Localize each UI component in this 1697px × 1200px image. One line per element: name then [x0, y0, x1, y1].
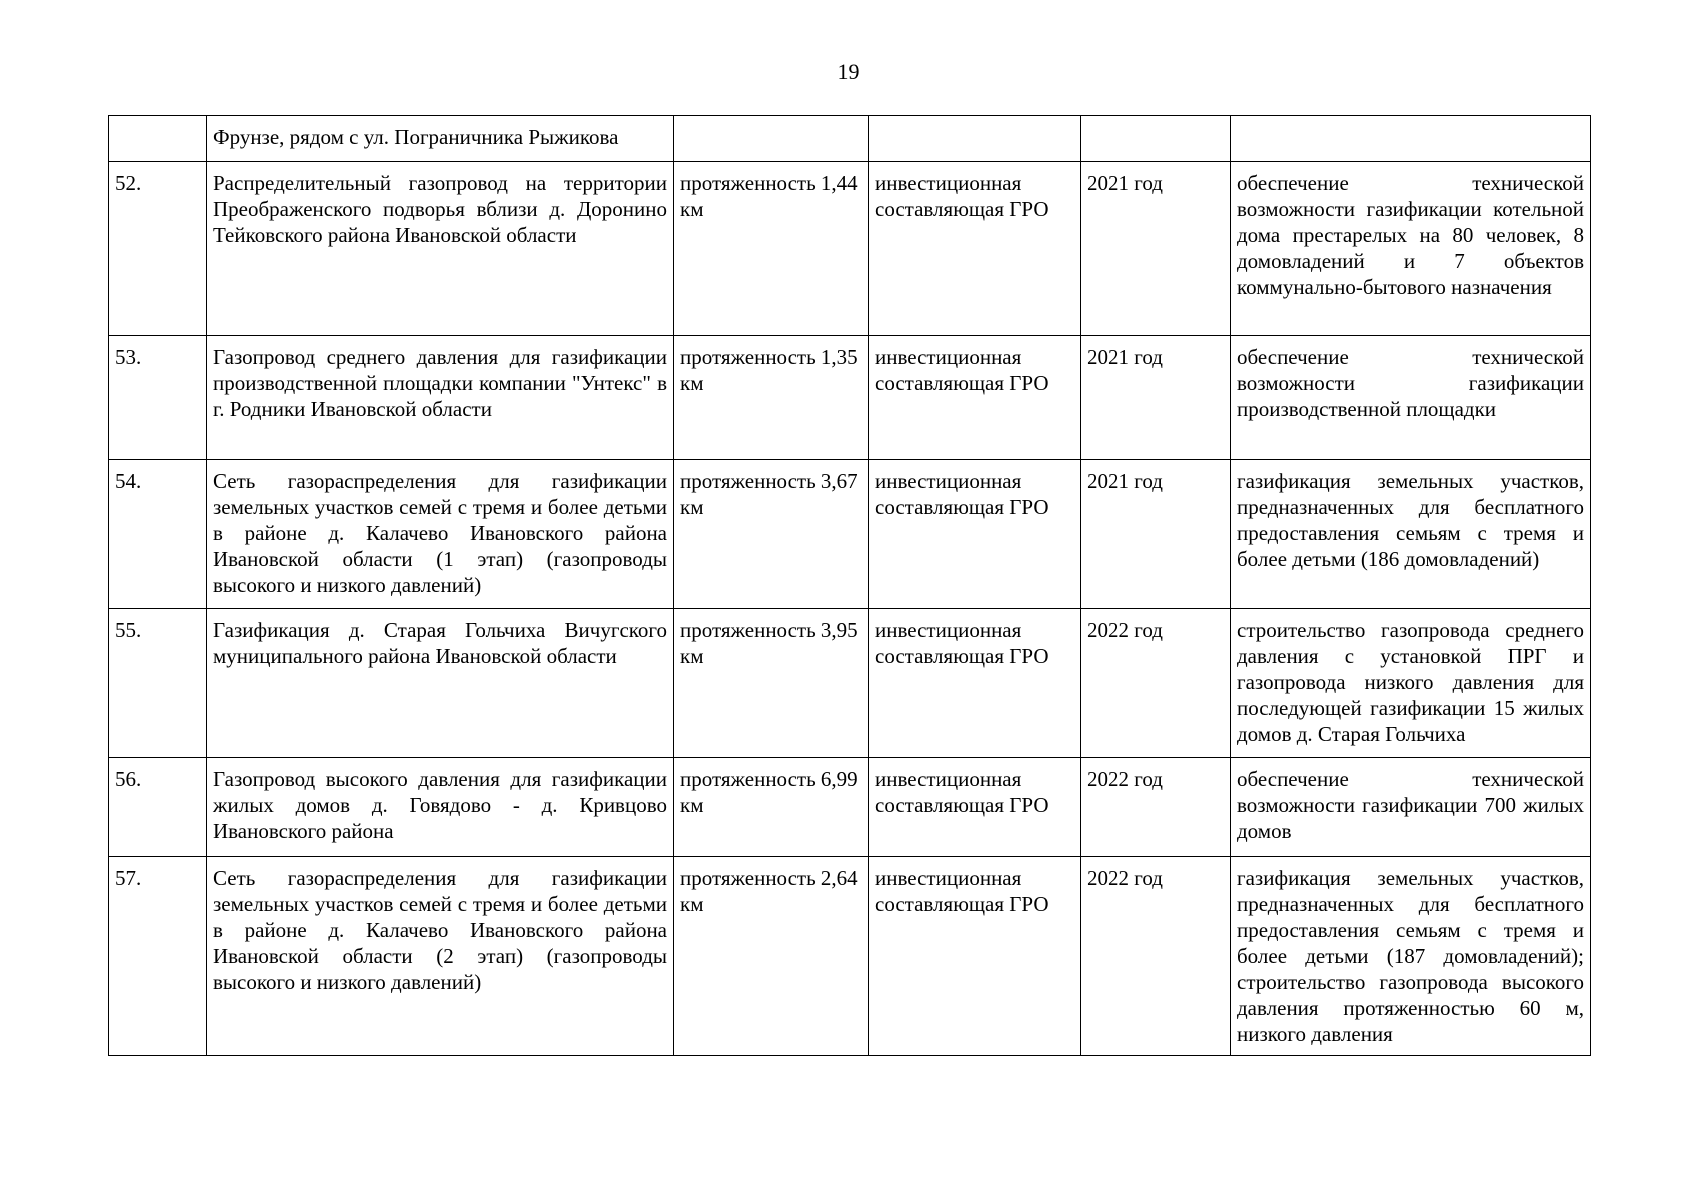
- year-cell: 2022 год: [1081, 758, 1231, 857]
- length-cell: протяженность 1,35 км: [674, 336, 869, 460]
- table-row: [109, 116, 1591, 162]
- length-cell: протяженность 3,95 км: [674, 609, 869, 758]
- length-cell: [674, 116, 869, 162]
- year-cell: 2021 год: [1081, 460, 1231, 609]
- purpose-cell: газификация земельных участков, предназначенных для бесплатного предоставления семьям с тремя и более детьми (186 домовладений): [1231, 460, 1591, 609]
- table-row: [109, 758, 1591, 857]
- purpose-cell: газификация земельных участков, предназначенных для бесплатного предоставления семьям с тремя и более детьми (187 домовладений); строительство газопровода высокого давления протяженностью 60 м, низкого давления: [1231, 857, 1591, 1056]
- year-cell: 2021 год: [1081, 336, 1231, 460]
- funding-source-cell: инвестиционная составляющая ГРО: [869, 336, 1081, 460]
- funding-source-cell: инвестиционная составляющая ГРО: [869, 460, 1081, 609]
- length-cell: протяженность 2,64 км: [674, 857, 869, 1056]
- year-cell: 2022 год: [1081, 857, 1231, 1056]
- object-name-cell: Распределительный газопровод на территории Преображенского подворья вблизи д. Доронино Тейковского района Ивановской области: [207, 162, 674, 336]
- row-number-cell: 53.: [109, 336, 207, 460]
- object-name-cell: Газификация д. Старая Гольчиха Вичугского муниципального района Ивановской области: [207, 609, 674, 758]
- table-row: [109, 609, 1591, 758]
- purpose-cell: [1231, 116, 1591, 162]
- table-row: [109, 460, 1591, 609]
- table-row: [109, 857, 1591, 1056]
- object-name-cell: Фрунзе, рядом с ул. Пограничника Рыжикова: [207, 116, 674, 162]
- length-cell: протяженность 3,67 км: [674, 460, 869, 609]
- row-number-cell: 52.: [109, 162, 207, 336]
- length-cell: протяженность 1,44 км: [674, 162, 869, 336]
- object-name-cell: Сеть газораспределения для газификации земельных участков семей с тремя и более детьми в районе д. Калачево Ивановского района Ивановской области (1 этап) (газопроводы высокого и низкого давлений): [207, 460, 674, 609]
- funding-source-cell: инвестиционная составляющая ГРО: [869, 758, 1081, 857]
- object-name-cell: Газопровод высокого давления для газификации жилых домов д. Говядово - д. Кривцово Ивановского района: [207, 758, 674, 857]
- year-cell: 2022 год: [1081, 609, 1231, 758]
- row-number-cell: 57.: [109, 857, 207, 1056]
- purpose-cell: обеспечение технической возможности газификации производственной площадки: [1231, 336, 1591, 460]
- funding-source-cell: [869, 116, 1081, 162]
- length-cell: протяженность 6,99 км: [674, 758, 869, 857]
- purpose-cell: строительство газопровода среднего давления с установкой ПРГ и газопровода низкого давления для последующей газификации 15 жилых домов д. Старая Гольчиха: [1231, 609, 1591, 758]
- page-number: 19: [837, 59, 860, 84]
- year-cell: [1081, 116, 1231, 162]
- funding-source-cell: инвестиционная составляющая ГРО: [869, 162, 1081, 336]
- purpose-cell: обеспечение технической возможности газификации 700 жилых домов: [1231, 758, 1591, 857]
- funding-source-cell: инвестиционная составляющая ГРО: [869, 857, 1081, 1056]
- year-cell: 2021 год: [1081, 162, 1231, 336]
- row-number-cell: 55.: [109, 609, 207, 758]
- row-number-cell: [109, 116, 207, 162]
- object-name-cell: Газопровод среднего давления для газификации производственной площадки компании "Унтекс" в г. Родники Ивановской области: [207, 336, 674, 460]
- funding-source-cell: инвестиционная составляющая ГРО: [869, 609, 1081, 758]
- table-row: [109, 336, 1591, 460]
- gas-pipeline-table: [108, 115, 1591, 1056]
- row-number-cell: 56.: [109, 758, 207, 857]
- row-number-cell: 54.: [109, 460, 207, 609]
- purpose-cell: обеспечение технической возможности газификации котельной дома престарелых на 80 человек, 8 домовладений и 7 объектов коммунально-бытового назначения: [1231, 162, 1591, 336]
- table-row: [109, 162, 1591, 336]
- object-name-cell: Сеть газораспределения для газификации земельных участков семей с тремя и более детьми в районе д. Калачево Ивановского района Ивановской области (2 этап) (газопроводы высокого и низкого давлений): [207, 857, 674, 1056]
